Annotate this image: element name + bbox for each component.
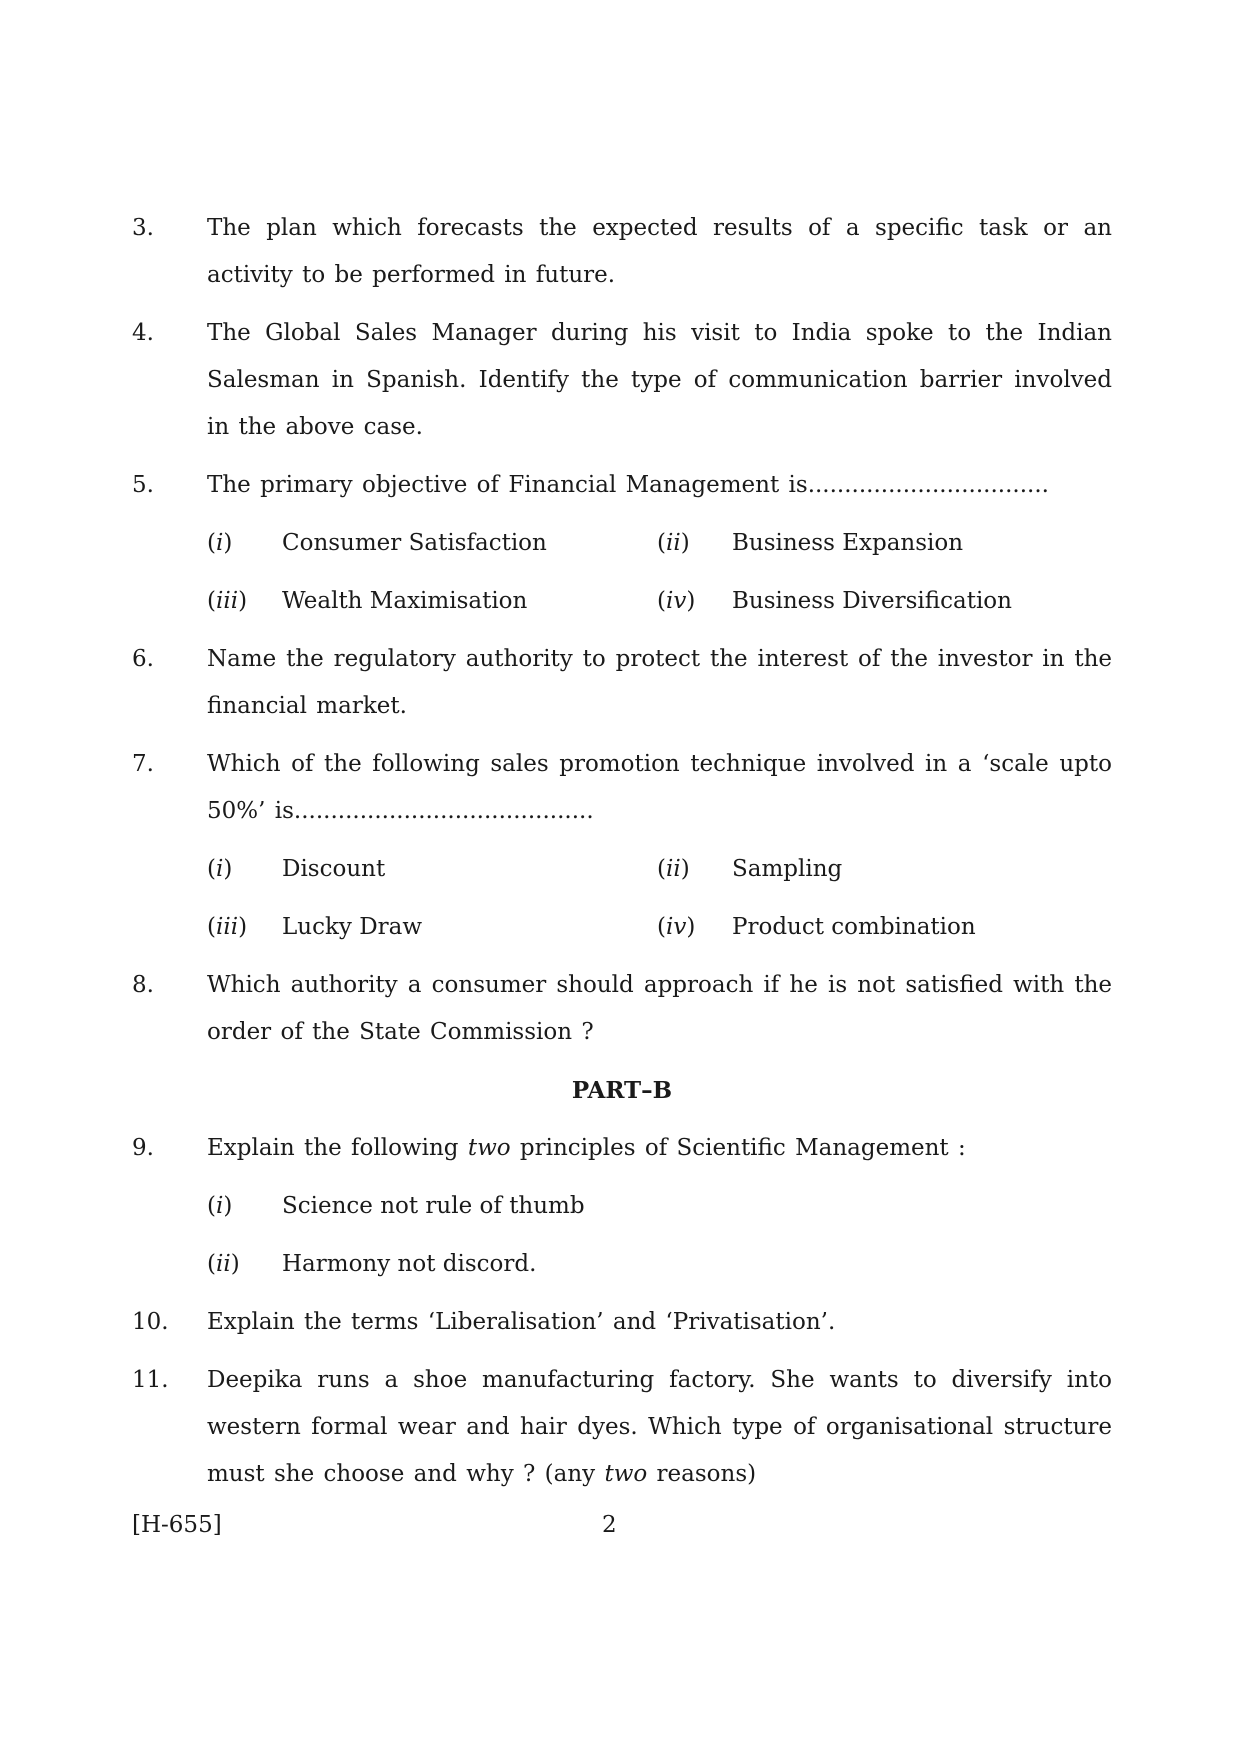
options-q5 xyxy=(207,520,1112,636)
page-number: 2 xyxy=(602,1512,617,1538)
option-text: Lucky Draw xyxy=(282,914,423,940)
option-marker: (ii) xyxy=(207,1251,240,1277)
question-number: 6. xyxy=(132,646,154,672)
option xyxy=(657,846,1107,893)
question-text: Deepika runs a shoe manufacturing factory. She wants to diversify into western formal wear and hair dyes. Which type of organisational structure must she choose and why ? (any two reasons) xyxy=(207,1367,1112,1487)
option xyxy=(657,578,1107,625)
option xyxy=(207,1241,1107,1288)
question-text: The primary objective of Financial Management is................................. xyxy=(207,472,1049,498)
option xyxy=(207,578,657,625)
option-text: Sampling xyxy=(732,856,843,882)
option xyxy=(207,1183,1107,1230)
option-marker: (iv) xyxy=(657,914,696,940)
question-text: Which of the following sales promotion technique involved in a ‘scale upto 50%’ is......................................... xyxy=(207,751,1112,824)
question-number: 3. xyxy=(132,215,154,241)
option xyxy=(207,846,657,893)
option xyxy=(207,904,657,951)
option-text: Harmony not discord. xyxy=(282,1251,537,1277)
option-text: Business Expansion xyxy=(732,530,964,556)
question-number: 8. xyxy=(132,972,154,998)
option-text: Wealth Maximisation xyxy=(282,588,528,614)
question-number: 7. xyxy=(132,751,154,777)
question-6 xyxy=(132,636,1112,730)
question-3 xyxy=(132,205,1112,299)
paper-code: [H-655] xyxy=(132,1512,222,1538)
option xyxy=(657,520,1107,567)
question-number: 9. xyxy=(132,1135,154,1161)
question-number: 11. xyxy=(132,1367,169,1393)
question-text: The plan which forecasts the expected results of a specific task or an activity to be performed in future. xyxy=(207,215,1112,288)
option-marker: (i) xyxy=(207,530,233,556)
question-number: 5. xyxy=(132,472,154,498)
option-text: Discount xyxy=(282,856,386,882)
option-text: Consumer Satisfaction xyxy=(282,530,547,556)
question-7 xyxy=(132,741,1112,835)
question-5 xyxy=(132,462,1112,509)
option-marker: (i) xyxy=(207,856,233,882)
option-marker: (iii) xyxy=(207,914,248,940)
question-4 xyxy=(132,310,1112,451)
question-8 xyxy=(132,962,1112,1056)
option-text: Science not rule of thumb xyxy=(282,1193,585,1219)
question-9 xyxy=(132,1125,1112,1172)
question-11 xyxy=(132,1357,1112,1498)
option-text: Business Diversification xyxy=(732,588,1012,614)
options-q9 xyxy=(207,1183,1112,1299)
question-list xyxy=(132,205,1112,1498)
question-text: Explain the following two principles of Scientific Management : xyxy=(207,1135,966,1161)
option-text: Product combination xyxy=(732,914,976,940)
option xyxy=(657,904,1107,951)
question-number: 4. xyxy=(132,320,154,346)
question-number: 10. xyxy=(132,1309,169,1335)
question-10 xyxy=(132,1299,1112,1346)
options-q7 xyxy=(207,846,1112,962)
option-marker: (ii) xyxy=(657,856,690,882)
question-text: The Global Sales Manager during his visit to India spoke to the Indian Salesman in Spanish. Identify the type of communication barrier involved in the above case. xyxy=(207,320,1112,440)
question-text: Explain the terms ‘Liberalisation’ and ‘Privatisation’. xyxy=(207,1309,836,1335)
question-text: Which authority a consumer should approach if he is not satisfied with the order of the State Commission ? xyxy=(207,972,1112,1045)
question-text: Name the regulatory authority to protect the interest of the investor in the financial market. xyxy=(207,646,1112,719)
option xyxy=(207,520,657,567)
part-b-heading: PART–B xyxy=(571,1077,673,1104)
option-marker: (ii) xyxy=(657,530,690,556)
option-marker: (i) xyxy=(207,1193,233,1219)
option-marker: (iii) xyxy=(207,588,248,614)
option-marker: (iv) xyxy=(657,588,696,614)
